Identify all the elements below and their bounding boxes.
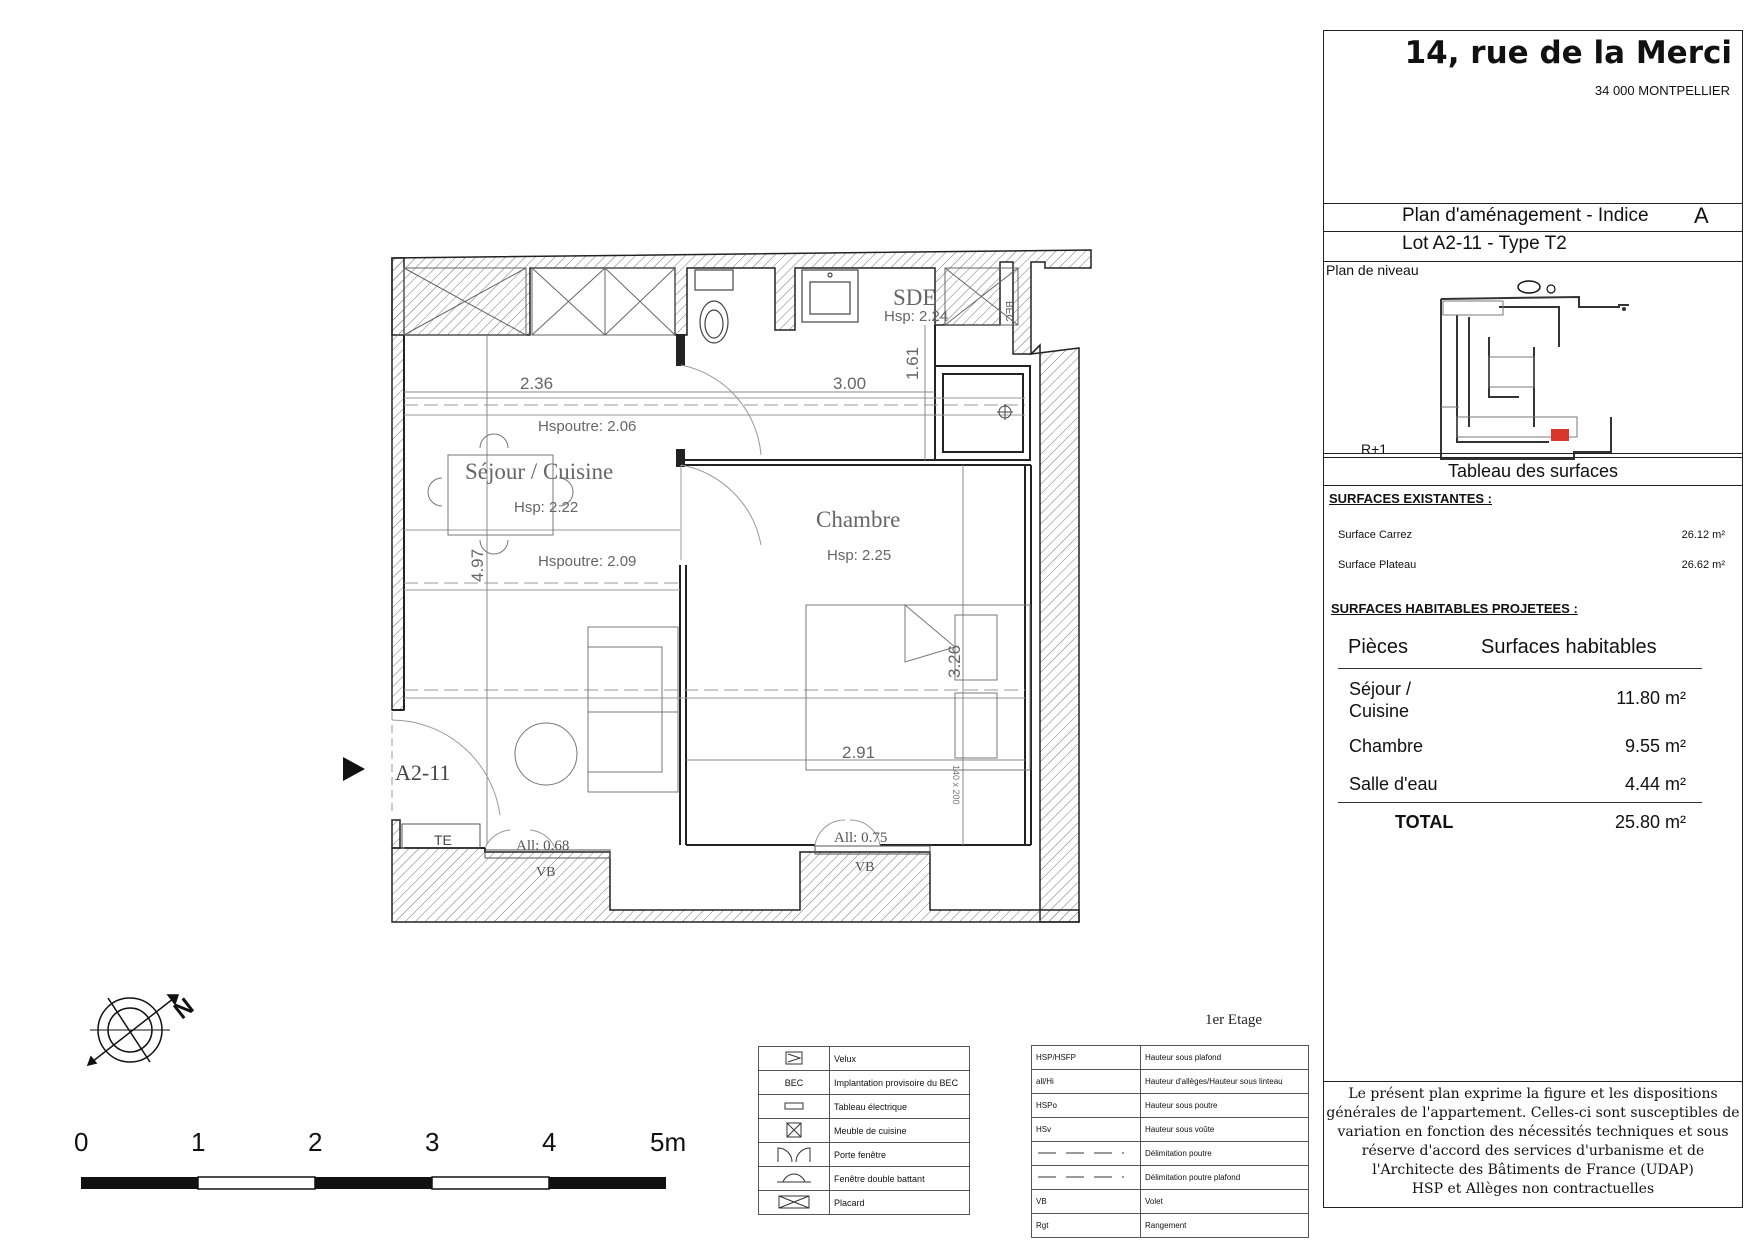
dim-497: 4.97 [468,548,487,582]
project-city: 34 000 MONTPELLIER [1594,83,1730,98]
scale-tick-1: 1 [191,1127,206,1157]
legend-label: Hauteur sous poutre [1141,1094,1309,1118]
sink [802,270,858,322]
room-sde: SDE [893,285,937,310]
legend-row [759,1095,970,1119]
legend-abbr: HSv [1032,1118,1141,1142]
total-label: TOTAL [1395,812,1454,832]
legend-row [1032,1046,1309,1070]
scale-tick-0: 0 [74,1127,89,1157]
scale-bar [81,1177,666,1189]
bec-label: BEC [1003,301,1014,322]
walls [392,250,1091,922]
legend-row [1032,1190,1309,1214]
volet-2: VB [855,860,875,875]
velux-icon [759,1047,830,1071]
legend-abbr: all/Hi [1032,1070,1141,1094]
disclaimer-line: HSP et Allèges non contractuelles [1411,1181,1655,1197]
shower-drain [997,404,1013,420]
room-name: Salle d'eau [1349,774,1438,794]
legend-row [1032,1214,1309,1238]
table-rule [1338,668,1702,669]
surfaces-title: Tableau des surfaces [1447,461,1619,481]
room-name-line: Séjour / [1349,679,1412,699]
disclaimer-line: l'Architecte des Bâtiments de France (UDAP) [1372,1162,1694,1178]
room-surface: 11.80 m² [1616,688,1686,708]
disclaimer-line: Le présent plan exprime la figure et les dispositions [1348,1086,1718,1102]
existing-heading: SURFACES EXISTANTES : [1329,491,1493,506]
legend-label: Délimitation poutre plafond [1141,1166,1309,1190]
meuble-icon [759,1119,830,1143]
legend-abbreviations [1031,1045,1309,1238]
room-chambre-hsp: Hsp: 2.25 [827,547,892,564]
tableau-icon [759,1095,830,1119]
plan-type: Plan d'aménagement - Indice [1402,205,1649,226]
beam-line-icon [1032,1142,1141,1166]
allege-2: All: 0.75 [834,830,888,846]
beam-lines [404,398,1025,760]
room-name: Chambre [1349,736,1424,756]
legend-label: Volet [1141,1190,1309,1214]
table-rule [1338,802,1702,803]
legend-row [759,1119,970,1143]
tb-divider [1324,203,1742,204]
title-block [1323,30,1743,1208]
scale-tick-5: 5m [650,1127,687,1157]
etage-label: 1er Etage [1205,1012,1263,1028]
legend-label: Tableau électrique [830,1095,970,1119]
tb-divider [1324,457,1742,458]
lot-label: A2-11 [395,760,451,785]
legend-abbr: Rgt [1032,1214,1141,1238]
disclaimer-line: variation en fonction des nécessités techniques et sous [1337,1124,1729,1140]
allege-1: All: 0.68 [516,838,570,854]
porte-fenetre-icon [759,1143,830,1167]
tb-divider [1324,453,1742,454]
legend-abbr: HSPo [1032,1094,1141,1118]
dim-326: 3.26 [945,644,964,678]
legend-row [1032,1142,1309,1166]
dim-161: 1.61 [903,346,922,380]
beam-ceiling-line-icon [1032,1166,1141,1190]
dining-table [428,434,573,554]
existing-label: Surface Plateau [1338,559,1417,571]
existing-value: 26.62 m² [1681,559,1725,571]
room-name [1349,678,1411,722]
level-label: R+1 [1361,441,1388,457]
legend-label: Délimitation poutre [1141,1142,1309,1166]
legend-row [759,1143,970,1167]
room-sde-hsp: Hsp: 2.24 [884,308,949,325]
bed [806,605,1030,770]
existing-value: 26.12 m² [1681,529,1725,541]
placard-icon [759,1191,830,1215]
disclaimer-line: réserve d'accord des services d'urbanisme et de [1361,1143,1705,1159]
room-surface: 9.55 m² [1624,736,1686,756]
plan-de-niveau-label: Plan de niveau [1326,262,1419,278]
room-sejour-hsp: Hsp: 2.22 [514,499,579,516]
plan-index: A [1694,203,1709,228]
legend-row [759,1071,970,1095]
legend-label: Hauteur sous voûte [1141,1118,1309,1142]
toilet [695,270,733,343]
col-surfaces: Surfaces habitables [1481,636,1657,658]
disclaimer-line: générales de l'appartement. Celles-ci sont susceptibles de [1326,1105,1740,1121]
legend-label: Hauteur d'allèges/Hauteur sous linteau [1141,1070,1309,1094]
scale-tick-4: 4 [542,1127,557,1157]
legend-row [1032,1094,1309,1118]
te-label: TE [434,832,452,848]
dimension-lines [404,325,1025,845]
lot-type: Lot A2-11 - Type T2 [1402,233,1567,254]
legend-row [759,1047,970,1071]
legend-abbr: HSP/HSFP [1032,1046,1141,1070]
legend-symbols [758,1046,970,1215]
compass-icon [88,993,199,1065]
legend-symbol: BEC [759,1071,830,1095]
total-value: 25.80 m² [1614,812,1686,832]
legend-label: Porte fenêtre [830,1143,970,1167]
legend-abbr: VB [1032,1190,1141,1214]
legend-label: Implantation provisoire du BEC [830,1071,970,1095]
interior-partitions [392,325,1031,852]
col-rooms: Pièces [1348,636,1409,658]
tb-divider [1324,485,1742,486]
disclaimer [1324,1085,1742,1199]
fenetre-icon [759,1167,830,1191]
key-plan [1429,277,1649,477]
door-swings [392,365,880,848]
project-address: 14, rue de la Merci [1404,35,1732,71]
scale-tick-3: 3 [425,1127,440,1157]
dim-291: 2.91 [842,743,876,762]
dim-236: 2.36 [520,374,554,393]
volet-1: VB [536,865,556,880]
legend-label: Hauteur sous plafond [1141,1046,1309,1070]
legend-label: Meuble de cuisine [830,1119,970,1143]
entry-arrow-icon [343,757,365,781]
room-name-line: Cuisine [1349,701,1410,721]
legend-label: Placard [830,1191,970,1215]
legend-row [1032,1070,1309,1094]
sofa [515,627,678,792]
room-sejour: Séjour / Cuisine [465,459,614,484]
room-surface: 4.44 m² [1624,774,1686,794]
hspoutre-1: Hspoutre: 2.06 [538,418,637,435]
dim-300: 3.00 [833,374,867,393]
projected-heading: SURFACES HABITABLES PROJETEES : [1331,601,1578,616]
legend-row [759,1191,970,1215]
legend-label: Velux [830,1047,970,1071]
legend-label: Rangement [1141,1214,1309,1238]
svg-text:N: N [168,992,200,1025]
legend-row [1032,1118,1309,1142]
tb-divider [1324,1081,1742,1082]
hspoutre-2: Hspoutre: 2.09 [538,553,637,570]
legend-label: Fenêtre double battant [830,1167,970,1191]
existing-label: Surface Carrez [1338,529,1412,541]
tb-divider [1324,231,1742,232]
legend-row [1032,1166,1309,1190]
scale-tick-2: 2 [308,1127,323,1157]
bed-size: 140 x 200 [951,765,961,805]
room-chambre: Chambre [816,507,901,532]
legend-row [759,1167,970,1191]
